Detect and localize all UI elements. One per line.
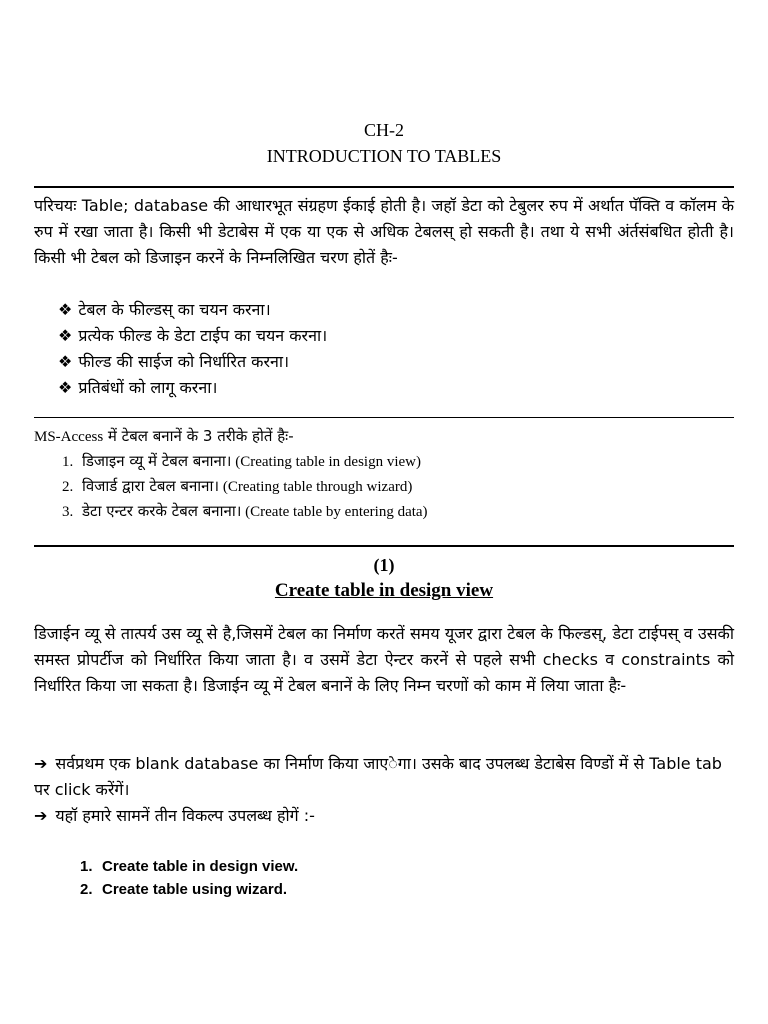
- intro-paragraph: परिचयः Table; database की आधारभूत संग्रहण ईकाई होती है। जहॉ डेटा को टेबुलर रुप में अर्थात पॅक्ति व कॉलम के रुप में रखा जाता है। किसी भी डेटाबेस में एक या एक से अधिक टेबलस् हो सकती है। तथा ये सभी अंर्तसंबधित होती है। किसी भी टेबल को डिजाइन करनें के निम्नलिखित चरण होतें हैः-: [34, 196, 734, 267]
- design-view-paragraph: डिजाईन व्यू से तात्पर्य उस व्यू से है,जिसमें टेबल का निर्माण करतें समय यूजर द्वारा टेबल के फिल्डस्, डेटा टाईपस् व उसकी समस्त प्रोपर्टीज को निर्धारित किया जाता है। व उसमें डेटा ऐन्टर करनें से पहले सभी checks व constraints को निर्धारित किया जा सकता है। डिजाईन व्यू में टेबल बनानें के लिए निम्न चरणों को काम में लिया जाता हैः-: [34, 624, 734, 695]
- bullet-text: फील्ड की साईज को निर्धारित करना।: [78, 352, 290, 371]
- section-heading: Create table in design view: [274, 580, 494, 601]
- method-number: 2.: [62, 479, 74, 495]
- method-item: [62, 449, 421, 474]
- method-hi: डिजाइन व्यू में टेबल बनाना।: [82, 452, 232, 470]
- section-heading-wrap: [0, 578, 768, 604]
- section-number: (1): [373, 555, 395, 575]
- divider-section: [34, 545, 734, 547]
- step-one-text: सर्वप्रथम एक blank database का निर्माण किया जाएेगा। उसके बाद उपलब्ध डेटाबेस विण्डों में से Table tab पर click करेंगें।: [34, 754, 722, 799]
- divider-top: [34, 186, 734, 188]
- intro-bullet: [58, 323, 327, 349]
- diamond-bullet-icon: ❖: [58, 378, 73, 397]
- option-text: Create table in design view.: [102, 858, 299, 875]
- diamond-bullet-icon: ❖: [58, 300, 73, 319]
- arrow-right-icon: ➔: [34, 754, 48, 773]
- chapter-number: CH-2: [364, 120, 404, 140]
- method-item: [62, 474, 412, 499]
- diamond-bullet-icon: ❖: [58, 326, 73, 345]
- method-en: (Creating table through wizard): [219, 479, 413, 495]
- option-text: Create table using wizard.: [102, 881, 288, 898]
- diamond-bullet-icon: ❖: [58, 352, 73, 371]
- bullet-text: प्रत्येक फील्ड के डेटा टाईप का चयन करना।: [78, 326, 328, 345]
- step-two-text: यहॉ हमारे सामनें तीन विकल्प उपलब्ध होगें :-: [55, 806, 315, 825]
- option-number: 2.: [80, 881, 93, 898]
- method-number: 3.: [62, 504, 74, 520]
- bullet-text: प्रतिबंधों को लागू करना।: [78, 378, 218, 397]
- bullet-text: टेबल के फील्डस् का चयन करना।: [78, 300, 271, 319]
- option-number: 1.: [80, 858, 93, 875]
- intro-bullet: [58, 349, 289, 375]
- option-item: [80, 878, 287, 902]
- option-item: [80, 855, 298, 879]
- method-item: [62, 499, 428, 524]
- methods-lead: [34, 424, 294, 449]
- divider-middle: [34, 417, 734, 418]
- method-hi: विजार्ड द्वारा टेबल बनाना।: [82, 477, 220, 495]
- method-hi: डेटा एन्टर करके टेबल बनाना।: [82, 502, 242, 520]
- step-two: [34, 803, 734, 829]
- method-en: (Create table by entering data): [241, 504, 428, 520]
- chapter-title: INTRODUCTION TO TABLES: [266, 146, 502, 166]
- intro-bullet: [58, 375, 217, 401]
- method-number: 1.: [62, 454, 74, 470]
- methods-lead-en: MS-Access: [34, 429, 104, 445]
- arrow-right-icon: ➔: [34, 806, 48, 825]
- step-one: [34, 751, 734, 803]
- method-en: (Creating table in design view): [231, 454, 421, 470]
- intro-bullet: [58, 297, 271, 323]
- methods-lead-hi: में टेबल बनानें के 3 तरीके होतें हैः-: [103, 427, 294, 445]
